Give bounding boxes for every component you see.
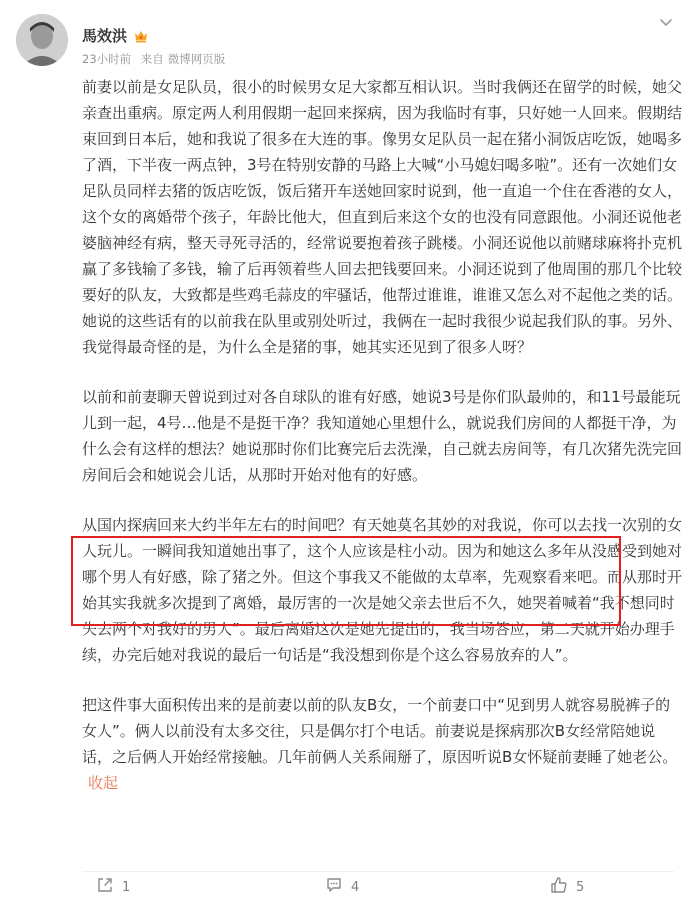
collapse-link[interactable]: 收起 [88, 774, 119, 792]
post-paragraph: 以前和前妻聊天曾说到过对各自球队的谁有好感，她说3号是你们队最帅的，和11号最能玩儿到一起，4号…他是不是挺干净？我知道她心里想什么，就说我们房间的人都挺干净，为什么会有这样的想法？她说那时你们比赛完后去洗澡，自己就去房间等，有几次猪先洗完回房间后会和她说会儿话，从那时开始对他有的好感。 [82, 388, 683, 484]
post-paragraph: 从国内探病回来大约半年左右的时间吧？有天她莫名其妙的对我说，你可以去找一次别的女人玩儿。一瞬间我知道她出事了，这个人应该是柱小动。因为和她这么多年从没感受到她对哪个男人有好感，除了猪之外。但这个事我又不能做的太草率，先观察看来吧。而从那时开始其实我就多次提到了离婚，最厉害的一次是她父亲去世后不久，她哭着喊着“我不想同时失去两个对我好的男人”。最后离婚这次是她先提出的，我当场答应，第二天就开始办理手续，办完后她对我说的最后一句话是“我没想到你是个这么容易放弃的人”。 [82, 516, 683, 664]
post-paragraph-text: 把这件事大面积传出来的是前妻以前的队友B女，一个前妻口中“见到男人就容易脱裤子的女人”。俩人以前没有太多交往，只是偶尔打个电话。前妻说是探病那次B女经常陪她说话，之后俩人开始经常接触。几年前俩人关系闹掰了，原因听说B女怀疑前妻睡了她老公。 [82, 696, 678, 766]
like-button[interactable] [550, 876, 584, 898]
like-count: 5 [576, 879, 585, 895]
share-count: 1 [122, 879, 131, 895]
avatar[interactable] [16, 14, 68, 66]
post-time[interactable]: 23小时前 [82, 52, 132, 66]
post-paragraph: 前妻以前是女足队员，很小的时候男女足大家都互相认识。当时我俩还在留学的时候，她父亲查出重病。原定两人利用假期一起回来探病，因为我临时有事，只好她一人回来。假期结束回到日本后，她和我说了很多在大连的事。像男女足队员一起在猪小洞饭店吃饭，她喝多了酒，下半夜一两点钟，3号在特别安静的马路上大喊“小马媳妇喝多啦”。还有一次她们女足队员同样去猪的饭店吃饭，饭后猪开车送她回家时说到，他一直追一个住在香港的女人，这个女的离婚带个孩子，年龄比他大，但直到后来这个女的也没有同意跟他。小洞还说他老婆脑神经有病，整天寻死寻活的，经常说要抱着孩子跳楼。小洞还说他以前赌球麻将扑克机赢了多钱输了多钱，输了后再领着些人回去把钱要回来。小洞还说到了他周围的那几个比较要好的队友，大致都是些鸡毛蒜皮的牢骚话，他帮过谁谁，谁谁又怎么对不起他之类的话。她说的这些话有的以前我在队里或别处听过，我俩在一起时我很少说起我们队的事。另外、我觉得最奇怪的是，为什么全是猪的事，她其实还见到了很多人呀？ [82, 78, 683, 356]
comment-count: 4 [351, 879, 360, 895]
avatar-image [16, 14, 68, 66]
author-name-row [82, 26, 149, 46]
share-button[interactable] [96, 876, 130, 898]
post-meta [82, 51, 225, 67]
comment-icon [325, 876, 343, 898]
comment-button[interactable] [325, 876, 359, 898]
action-bar [0, 872, 694, 900]
post-source: 微博网页版 [167, 52, 226, 66]
source-prefix: 来自 [140, 52, 164, 66]
author-name[interactable]: 馬效洪 [82, 27, 128, 45]
thumbs-up-icon [550, 876, 568, 898]
post-content [82, 74, 682, 796]
post-paragraph [82, 692, 682, 796]
share-icon [96, 876, 114, 898]
chevron-down-icon[interactable] [658, 14, 674, 30]
crown-icon [133, 28, 149, 44]
